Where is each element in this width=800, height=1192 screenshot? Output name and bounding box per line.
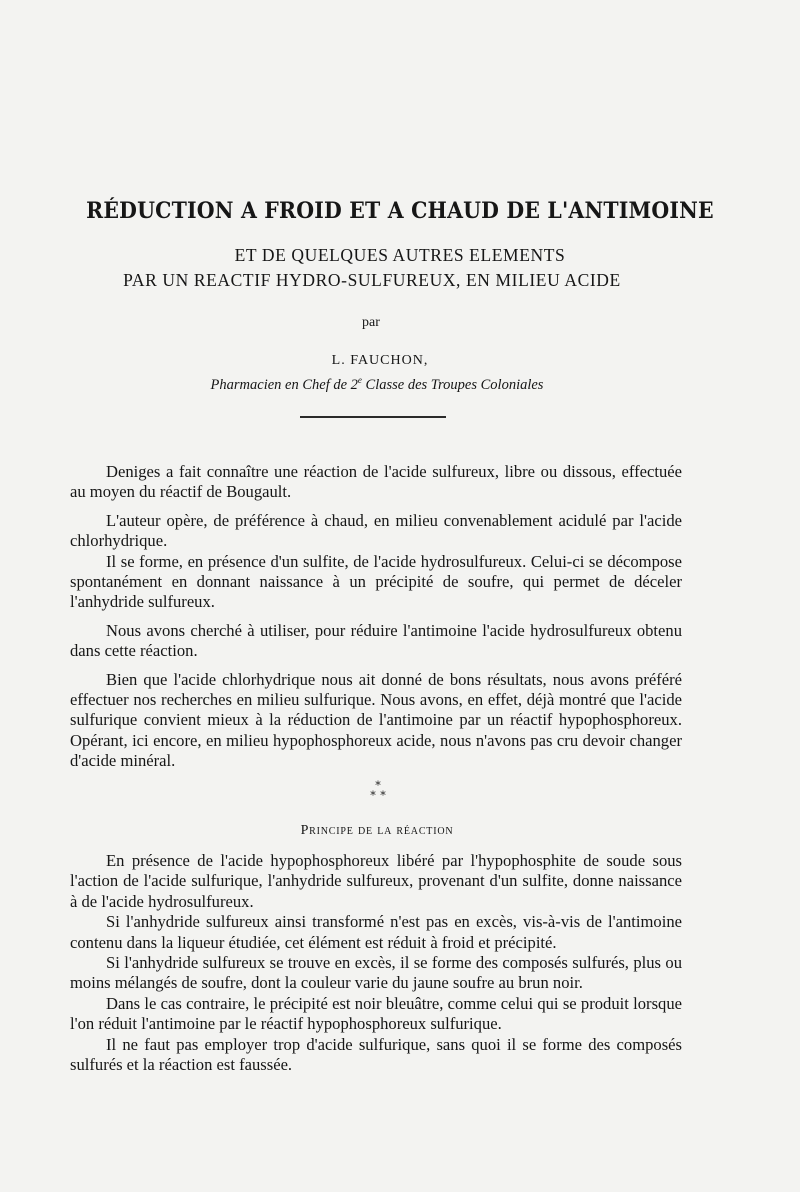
paragraph: Deniges a fait connaître une réaction de l'acide sulfureux, libre ou dissous, effectuée au moyen du réactif de Bougault.: [70, 462, 682, 502]
paragraph: Si l'anhydride sulfureux ainsi transformé n'est pas en excès, vis-à-vis de l'antimoine contenu dans la liqueur étudiée, cet élément est réduit à froid et précipité.: [70, 912, 682, 952]
author-affiliation: Pharmacien en Chef de 2e Classe des Troupes Coloniales: [210, 375, 544, 393]
body-section-principle: [70, 851, 682, 1075]
by-line: par: [362, 315, 380, 330]
paragraph: Bien que l'acide chlorhydrique nous ait donné de bons résultats, nous avons préféré effectuer nos recherches en milieu sulfurique. Nous avons, en effet, déjà montré que l'acide sulfurique convient mieux à la réduction de l'antimoine par un réactif hypophosphoreux. Opérant, ici encore, en milieu hypophosphoreux acide, nous n'avons pas cru devoir changer d'acide minéral.: [70, 669, 682, 771]
title-divider: [300, 416, 446, 418]
body-section-introduction: [70, 462, 682, 780]
svg-text:*: *: [375, 780, 381, 792]
article-subtitle-line-2: PAR UN REACTIF HYDRO-SULFUREUX, EN MILIEU ACIDE: [123, 270, 621, 290]
author-name: L. FAUCHON,: [331, 353, 429, 368]
section-heading: Principe de la réaction: [300, 823, 454, 838]
asterism-icon: [368, 780, 388, 802]
paragraph: L'auteur opère, de préférence à chaud, en milieu convenablement acidulé par l'acide chlorhydrique.: [70, 510, 682, 551]
paragraph: Il se forme, en présence d'un sulfite, de l'acide hydrosulfureux. Celui-ci se décompose spontanément en donnant naissance à un précipité de soufre, qui permet de déceler l'anhydride sulfureux.: [70, 551, 682, 612]
paragraph: Il ne faut pas employer trop d'acide sulfurique, sans quoi il se forme des composés sulfurés et la réaction est faussée.: [70, 1034, 682, 1075]
svg-text:*: *: [370, 789, 376, 802]
paragraph: Si l'anhydride sulfureux se trouve en excès, il se forme des composés sulfurés, plus ou moins mélangés de soufre, dont la couleur varie du jaune soufre au brun noir.: [70, 953, 682, 993]
paragraph: Nous avons cherché à utiliser, pour réduire l'antimoine l'acide hydrosulfureux obtenu dans cette réaction.: [70, 620, 682, 661]
svg-text:*: *: [380, 789, 386, 802]
article-subtitle-line-1: ET DE QUELQUES AUTRES ELEMENTS: [234, 245, 566, 265]
paragraph: Dans le cas contraire, le précipité est noir bleuâtre, comme celui qui se produit lorsque l'on réduit l'antimoine par le réactif hypophosphoreux sulfurique.: [70, 993, 682, 1034]
paragraph: En présence de l'acide hypophosphoreux libéré par l'hypophosphite de soude sous l'action de l'acide sulfurique, l'anhydride sulfureux, provenant d'un sulfite, donne naissance à de l'acide hydrosulfureux.: [70, 851, 682, 911]
article-title: RÉDUCTION A FROID ET A CHAUD DE L'ANTIMOINE: [86, 198, 714, 224]
